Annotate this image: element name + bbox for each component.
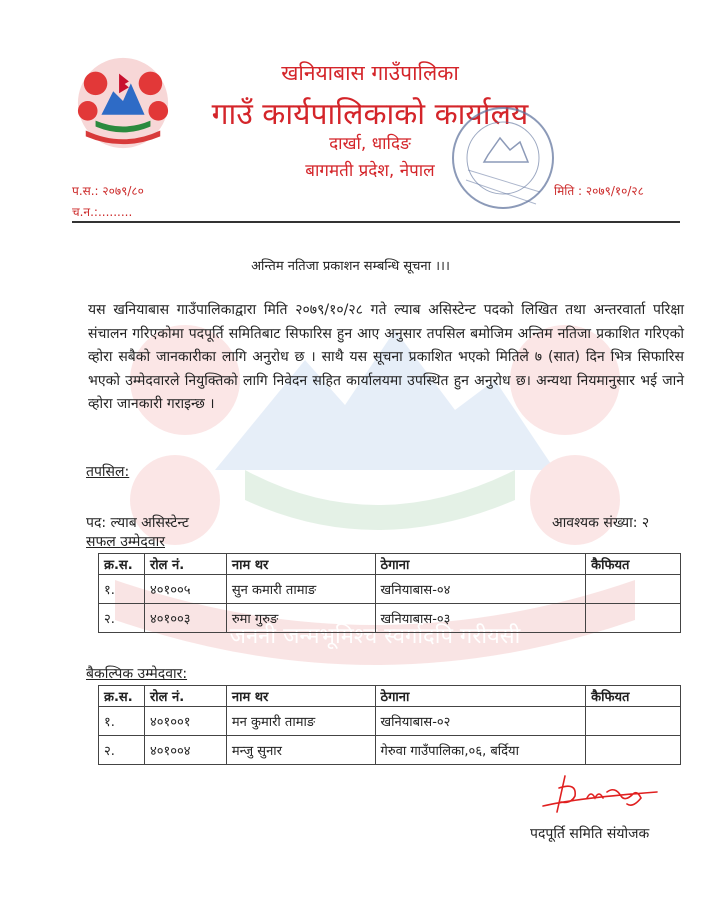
alternate-candidates-table xyxy=(98,685,681,765)
office-location: दार्खा, धादिङ xyxy=(329,134,411,154)
table-row xyxy=(99,575,681,604)
table-header-row xyxy=(99,686,681,707)
table-header-row xyxy=(99,554,681,575)
watermark-motto: जननी जन्मभूमिश्च स्वर्गादपि गरीयसी xyxy=(229,624,521,649)
required-count: आवश्यक संख्या: २ xyxy=(552,515,650,531)
cell-roll: ४०१००१ xyxy=(144,707,226,736)
successful-heading: सफल उम्मेदवार xyxy=(86,534,165,550)
nepal-emblem-icon xyxy=(74,54,172,152)
cell-address: खनियाबास-०२ xyxy=(375,707,586,736)
cell-remarks xyxy=(586,604,681,633)
cell-address: गेरुवा गाउँपालिका,०६, बर्दिया xyxy=(375,736,586,765)
notice-date: मिति : २०७९/१०/२८ xyxy=(554,184,644,198)
signatory-title: पदपूर्ति समिति संयोजक xyxy=(530,826,650,842)
col-name: नाम थर xyxy=(226,554,375,575)
cell-roll: ४०१००४ xyxy=(144,736,226,765)
office-province: बागमती प्रदेश, नेपाल xyxy=(305,161,435,181)
chalani-number: च.न.:......... xyxy=(72,205,133,219)
cell-serial: २. xyxy=(99,604,145,633)
office-title: गाउँ कार्यपालिकाको कार्यालय xyxy=(211,97,529,132)
cell-address: खनियाबास-०४ xyxy=(375,575,586,604)
successful-candidates-table xyxy=(98,553,681,633)
cell-serial: २. xyxy=(99,736,145,765)
header-divider xyxy=(72,221,680,223)
cell-remarks xyxy=(586,707,681,736)
cell-name: मन कुमारी तामाङ xyxy=(226,707,375,736)
col-name: नाम थर xyxy=(226,686,375,707)
cell-serial: १. xyxy=(99,575,145,604)
cell-serial: १. xyxy=(99,707,145,736)
municipality-name: खनियाबास गाउँपालिका xyxy=(281,61,459,85)
col-serial: क्र.स. xyxy=(99,686,145,707)
col-address: ठेगाना xyxy=(375,686,586,707)
post-name: पद: ल्याब असिस्टेन्ट xyxy=(86,515,189,531)
cell-remarks xyxy=(586,575,681,604)
col-remarks: कैफियत xyxy=(586,686,681,707)
table-row xyxy=(99,604,681,633)
office-stamp-icon xyxy=(448,100,558,218)
col-serial: क्र.स. xyxy=(99,554,145,575)
alternate-heading: बैकल्पिक उम्मेदवार: xyxy=(86,666,188,682)
col-address: ठेगाना xyxy=(375,554,586,575)
col-roll: रोल नं. xyxy=(144,554,226,575)
patra-sankhya: प.स.: २०७९/८० xyxy=(72,184,144,198)
signature xyxy=(537,768,667,818)
cell-remarks xyxy=(586,736,681,765)
table-row xyxy=(99,736,681,765)
details-heading: तपसिल: xyxy=(86,464,130,480)
cell-roll: ४०१००३ xyxy=(144,604,226,633)
col-roll: रोल नं. xyxy=(144,686,226,707)
cell-address: खनियाबास-०३ xyxy=(375,604,586,633)
col-remarks: कैफियत xyxy=(586,554,681,575)
notice-body: यस खनियाबास गाउँपालिकाद्वारा मिति २०७९/१०/२८ गते ल्याब असिस्टेन्ट पदको लिखित तथा अन्तरवार्ता परिक्षा संचालन गरिएकोमा पदपूर्ति समितिबाट सिफारिस हुन आए अनुसार तपसिल बमोजिम अन्तिम नतिजा प्रकाशित गरिएको व्होरा सबैको जानकारीका लागि अनुरोध छ । साथै यस सूचना प्रकाशित भएको मितिले ७ (सात) दिन भित्र सिफारिस भएको उम्मेदवारले नियुक्तिको लागि निवेदन सहित कार्यालयमा उपस्थित हुन अनुरोध छ। अन्यथा नियमानुसार भई जाने व्होरा जानकारी गराइन्छ । xyxy=(88,302,684,412)
cell-roll: ४०१००५ xyxy=(144,575,226,604)
cell-name: रुमा गुरुङ xyxy=(226,604,375,633)
notice-subject: अन्तिम नतिजा प्रकाशन सम्बन्धि सूचना ।।। xyxy=(251,259,450,274)
table-row xyxy=(99,707,681,736)
cell-name: मन्जु सुनार xyxy=(226,736,375,765)
cell-name: सुन कमारी तामाङ xyxy=(226,575,375,604)
